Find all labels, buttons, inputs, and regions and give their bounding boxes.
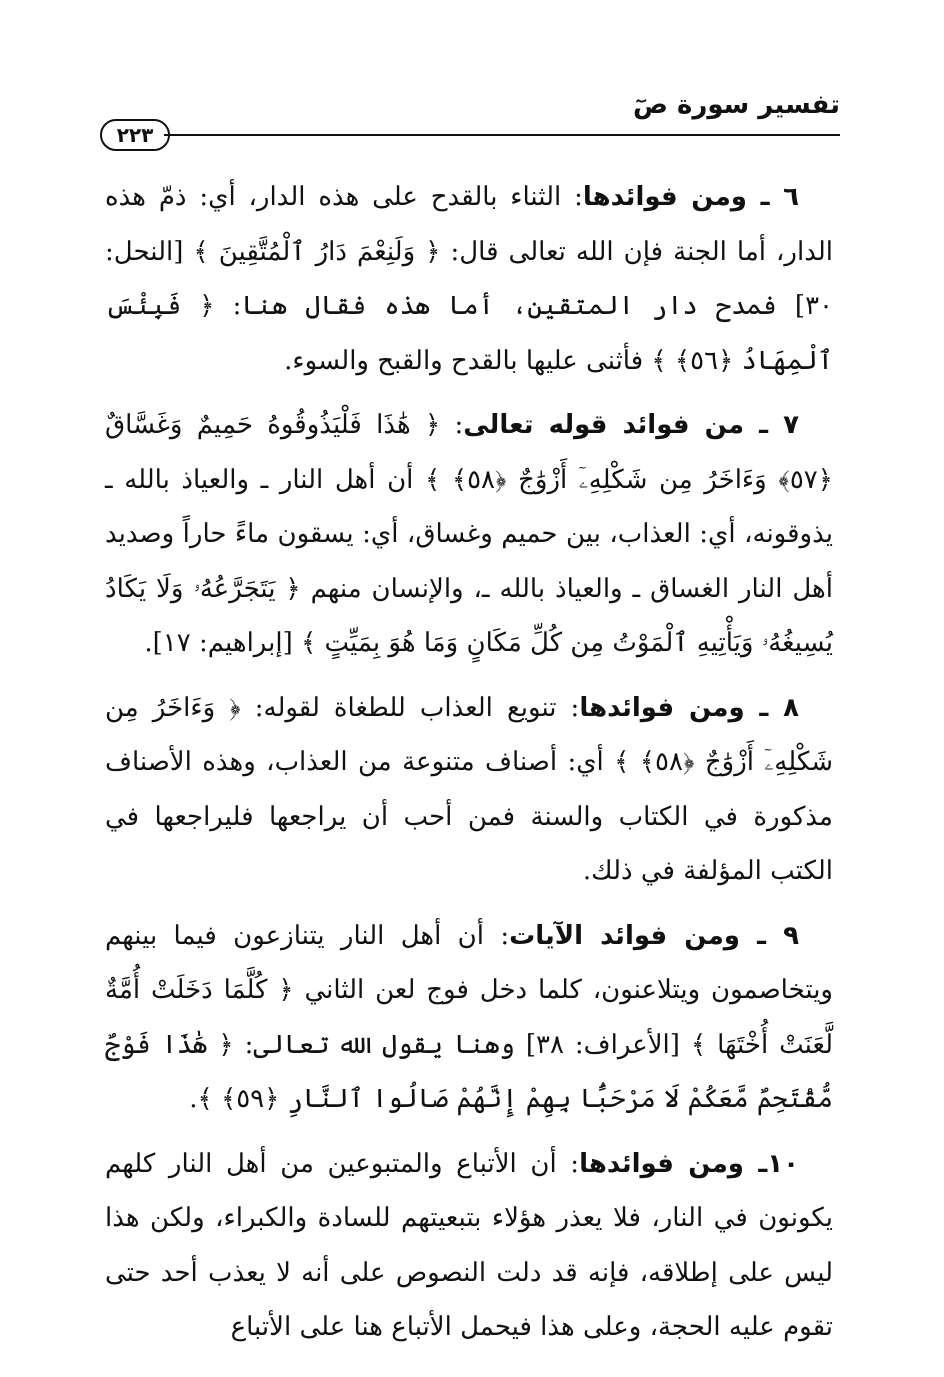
- paragraph-text: : أن أهل النار يتنازعون فيما بينهم ويتخاصمون ويتلاعنون، كلما دخل فوج لعن الثاني ﴿ كُلَّمَا دَخَلَتْ أُمَّةٌ لَّعَنَتْ أُخْتَهَا ﴾ [الأعراف: ٣٨] وهنا يقول الله تعالى: ﴿ هَٰذَا فَوْجٌ مُّقْتَحِمٌ مَّعَكُمْ لَا مَرْحَبًۢا بِهِمْ إِنَّهُمْ صَالُوا ٱلنَّارِ ﴿٥٩﴾ ﴾.: [105, 920, 833, 1114]
- paragraph-6: [105, 170, 833, 388]
- paragraph-8: [105, 681, 833, 899]
- paragraph-7: [105, 398, 833, 671]
- paragraph-heading: ٦ ـ ومن فوائدها: [582, 182, 799, 212]
- paragraph-text: : ﴿ هَٰذَا فَلْيَذُوقُوهُ حَمِيمٌ وَغَسَّاقٌ ﴿٥٧﴾ وَءَاخَرُ مِن شَكْلِهِۦٓ أَزْوَٰجٌ ﴿٥٨﴾ ﴾ أن أهل النار ـ والعياذ بالله ـ يذوقونه، أي: العذاب، بين حميم وغساق، أي: يسقون ماءً حاراً وصديد أهل النار الغساق ـ والعياذ بالله ـ، والإنسان منهم ﴿ يَتَجَرَّعُهُۥ وَلَا يَكَادُ يُسِيغُهُۥ وَيَأْتِيهِ ٱلْمَوْتُ مِن كُلِّ مَكَانٍ وَمَا هُوَ بِمَيِّتٍ ﴾ [إبراهيم: ١٧].: [105, 410, 833, 658]
- paragraph-text: : أن الأتباع والمتبوعين من أهل النار كلهم يكونون في النار، فلا يعذر هؤلاء بتبعيتهم للسادة والكبراء، ولكن هذا ليس على إطلاقه، فإنه قد دلت النصوص على أنه لا يعذب أحد حتى تقوم عليه الحجة، وعلى هذا فيحمل الأتباع هنا على الأتباع: [105, 1148, 833, 1342]
- running-title: تفسير سورة صٓ: [633, 90, 840, 120]
- paragraph-heading: ٨ ـ ومن فوائدها: [579, 692, 800, 723]
- paragraph-heading: ٩ ـ ومن فوائد الآيات: [509, 920, 799, 951]
- paragraph-heading: ٧ ـ من فوائد قوله تعالى: [463, 410, 799, 440]
- paragraph-9: [105, 909, 833, 1127]
- page-body: [105, 170, 833, 1365]
- header-rule: [164, 134, 840, 136]
- page-header: [100, 90, 840, 150]
- paragraph-10: [105, 1137, 833, 1355]
- paragraph-text: : تنويع العذاب للطغاة لقوله: ﴿ وَءَاخَرُ مِن شَكْلِهِۦٓ أَزْوَٰجٌ ﴿٥٨﴾ ﴾ أي: أصناف متنوعة من العذاب، وهذه الأصناف مذكورة في الكتاب والسنة فمن أحب أن يراجعها فليراجعها في الكتب المؤلفة في ذلك.: [105, 692, 833, 886]
- page-number: ٢٢٣: [100, 119, 170, 151]
- paragraph-text: : الثناء بالقدح على هذه الدار، أي: ذمّ هذه الدار، أما الجنة فإن الله تعالى قال: ﴿ وَلَنِعْمَ دَارُ ٱلْمُتَّقِينَ ﴾ [النحل: ٣٠] فمدح دار المتقين، أما هذه فقال هنا: ﴿ فَبِئْسَ ٱلْمِهَادُ ﴿٥٦﴾ ﴾ فأثنى عليها بالقدح والقبح والسوء.: [105, 182, 833, 376]
- paragraph-heading: ١٠ـ ومن فوائدها: [579, 1148, 799, 1179]
